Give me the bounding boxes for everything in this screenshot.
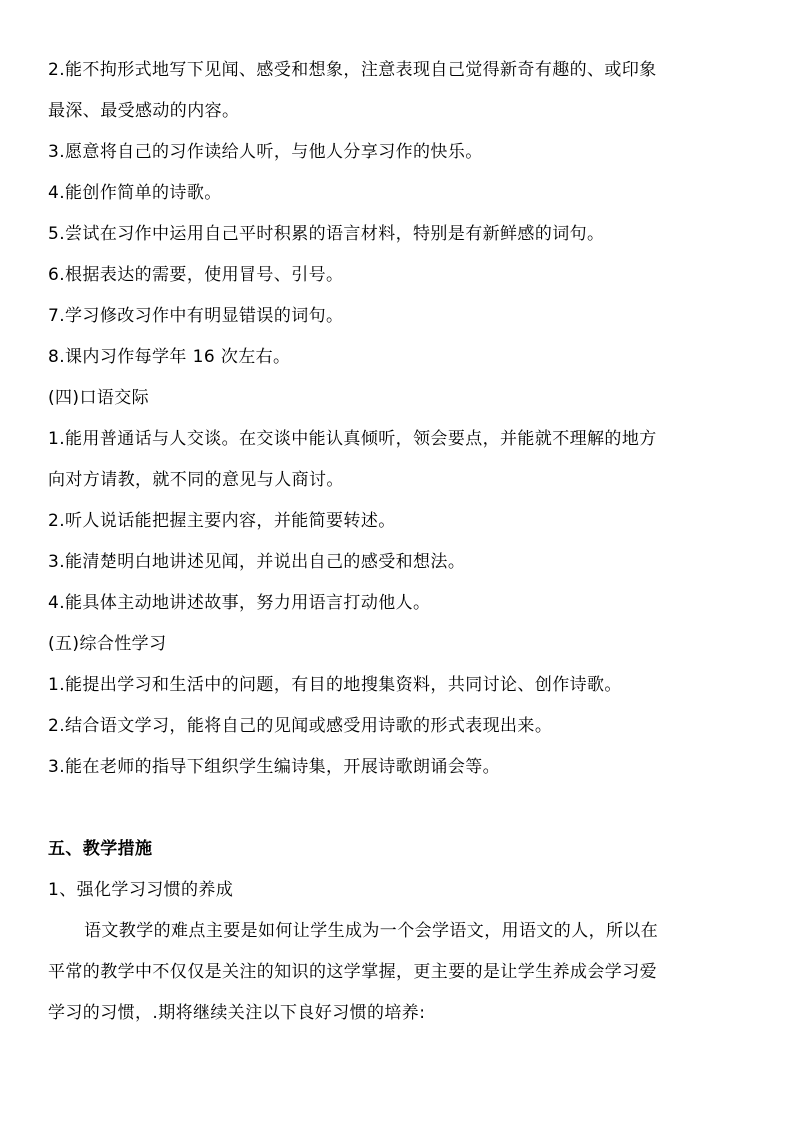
measures-heading: 五、教学措施	[48, 839, 153, 859]
section-spacer	[48, 788, 748, 829]
comprehensive-item-2: 2.结合语文学习，能将自己的见闻或感受用诗歌的形式表现出来。	[48, 716, 553, 736]
writing-item-7: 7.学习修改习作中有明显错误的词句。	[48, 306, 344, 326]
document-page	[48, 50, 748, 1034]
comprehensive-item-1: 1.能提出学习和生活中的问题，有目的地搜集资料，共同讨论、创作诗歌。	[48, 675, 622, 695]
measures-paragraph-line2: 平常的教学中不仅仅是关注的知识的这学掌握，更主要的是让学生养成会学习爱	[48, 962, 657, 982]
writing-item-3: 3.愿意将自己的习作读给人听，与他人分享习作的快乐。	[48, 142, 483, 162]
comprehensive-item-3: 3.能在老师的指导下组织学生编诗集，开展诗歌朗诵会等。	[48, 757, 501, 777]
measures-paragraph-line3: 学习的习惯，.期将继续关注以下良好习惯的培养:	[48, 1003, 426, 1023]
writing-item-5: 5.尝试在习作中运用自己平时积累的语言材料，特别是有新鲜感的词句。	[48, 224, 605, 244]
comprehensive-heading: (五)综合性学习	[48, 634, 167, 654]
writing-item-8: 8.课内习作每学年 16 次左右。	[48, 347, 291, 367]
measures-paragraph-line1: 语文教学的难点主要是如何让学生成为一个会学语文，用语文的人，所以在	[84, 921, 659, 941]
writing-item-4: 4.能创作简单的诗歌。	[48, 183, 222, 203]
oral-item-4: 4.能具体主动地讲述故事，努力用语言打动他人。	[48, 593, 431, 613]
oral-item-2: 2.听人说话能把握主要内容，并能简要转述。	[48, 511, 396, 531]
oral-item-3: 3.能清楚明白地讲述见闻，并说出自己的感受和想法。	[48, 552, 466, 572]
oral-item-1-line1: 1.能用普通话与人交谈。在交谈中能认真倾听，领会要点，并能就不理解的地方	[48, 429, 657, 449]
oral-item-1-line2: 向对方请教，就不同的意见与人商讨。	[48, 470, 344, 490]
writing-item-2-line2: 最深、最受感动的内容。	[48, 101, 240, 121]
measures-subheading: 1、强化学习习惯的养成	[48, 880, 234, 900]
oral-heading: (四)口语交际	[48, 388, 150, 408]
writing-item-2-line1: 2.能不拘形式地写下见闻、感受和想象，注意表现自己觉得新奇有趣的、或印象	[48, 60, 657, 80]
writing-item-6: 6.根据表达的需要，使用冒号、引号。	[48, 265, 344, 285]
